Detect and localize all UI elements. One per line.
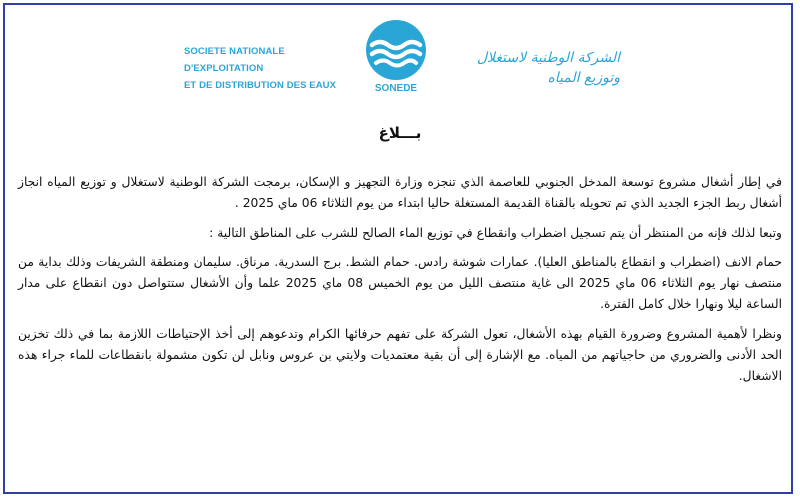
company-name-french-line2: ET DE DISTRIBUTION DES EAUX bbox=[184, 80, 337, 91]
company-name-french bbox=[184, 43, 359, 94]
letterhead bbox=[0, 0, 800, 115]
paragraph-closing: ونظرا لأهمية المشروع وضرورة القيام بهذه الأشغال، تعول الشركة على تفهم حرفائها الكرام وتدعوهم إلى أخذ الإحتياطات اللازمة بما في ذلك تخزين الحد الأدنى والضروري من حاجياتهم من المياه. مع الإشارة إلى أن بقية معتمديات ولايتي بن عروس ونابل لن تكون مشمولة بانقطاعات للماء جراء هذه الاشغال. bbox=[18, 327, 782, 383]
logo-label: SONEDE bbox=[374, 83, 418, 94]
water-waves-logo-icon bbox=[364, 18, 428, 82]
announcement-body bbox=[18, 172, 782, 396]
paragraph-consequence: وتبعا لذلك فإنه من المنتظر أن يتم تسجيل اضطراب وانقطاع في توزيع الماء الصالح للشرب على المناطق التالية : bbox=[209, 226, 782, 240]
paragraph-intro: في إطار أشغال مشروع توسعة المدخل الجنوبي للعاصمة الذي تنجزه وزارة التجهيز و الإسكان، برمجت الشركة الوطنية لاستغلال و توزيع المياه انجاز أشغال ربط الجزء الجديد الذي تم تحويله بالقناة القديمة المستغلة حاليا ابتداء من يوم الثلاثاء 06 ماي 2025 . bbox=[18, 175, 782, 210]
company-name-arabic: الشركة الوطنية لاستغلال وتوزيع المياه bbox=[476, 50, 620, 86]
company-name-french-line1: SOCIETE NATIONALE D'EXPLOITATION bbox=[184, 46, 285, 74]
page-title: بـــلاغ bbox=[378, 124, 422, 142]
sonede-logo bbox=[360, 18, 432, 106]
paragraph-affected-areas: حمام الانف (اضطراب و انقطاع بالمناطق العليا). عمارات شوشة رادس. حمام الشط. برج السدرية. مرناق. سليمان ومنطقة الشريفات وذلك بداية من منتصف نهار يوم الثلاثاء 06 ماي 2025 الى غاية منتصف الليل من يوم الخميس 08 ماي 2025 علما وأن الأشغال ستتواصل دون انقطاع على مدار الساعة ليلا ونهارا خلال كامل الفترة. bbox=[18, 255, 783, 311]
